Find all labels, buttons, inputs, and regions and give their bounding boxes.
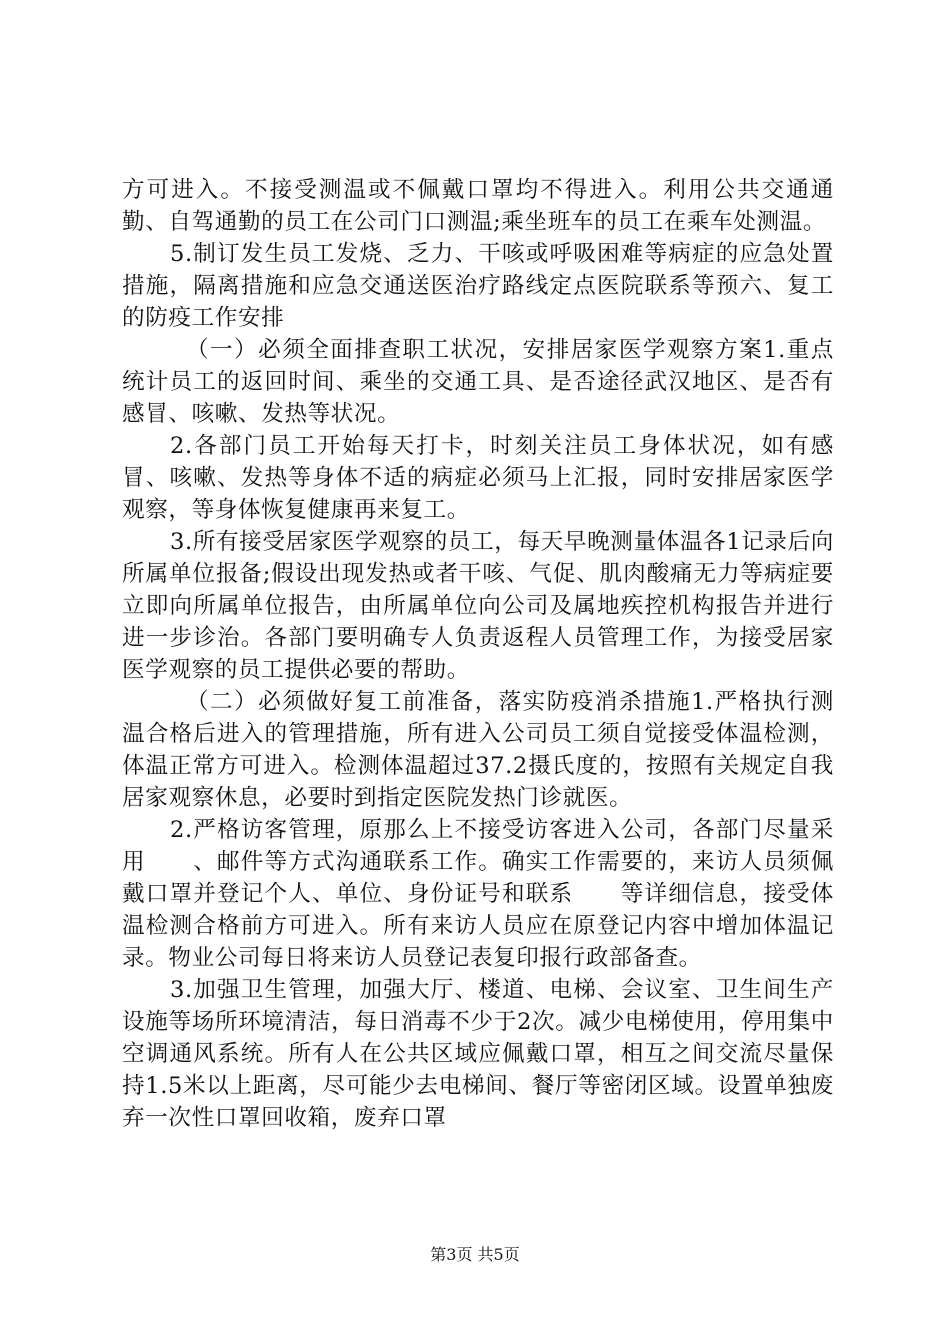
paragraph-daily-checkin: 2.各部门员工开始每天打卡，时刻关注员工身体状况，如有感冒、咳嗽、发热等身体不适的病症必须马上汇报，同时安排居家医学观察，等身体恢复健康再来复工。: [122, 433, 834, 523]
page-number-footer: 第3页 共5页: [430, 1245, 520, 1264]
paragraph-home-observation: 3.所有接受居家医学观察的员工，每天早晚测量体温各1记录后向所属单位报备;假设出现发热或者干咳、气促、肌肉酸痛无力等病症要立即向所属单位报告，由所属单位向公司及属地疾控机构报告并进行进一步诊治。各部门要明确专人负责返程人员管理工作，为接受居家医学观察的员工提供必要的帮助。: [122, 529, 834, 683]
paragraph-visitor-management: 2.严格访客管理，原那么上不接受访客进入公司，各部门尽量采用 、邮件等方式沟通联系工作。确实工作需要的，来访人员须佩戴口罩并登记个人、单位、身份证号和联系 等详细信息，接受体温检测合格前方可进入。所有来访人员应在原登记内容中增加体温记录。物业公司每日将来访人员登记表复印报行政部备查。: [122, 817, 834, 971]
paragraph-continuation: 方可进入。不接受测温或不佩戴口罩均不得进入。利用公共交通通勤、自驾通勤的员工在公司门口测温;乘坐班车的员工在乘车处测温。: [122, 177, 834, 235]
paragraph-section-one: （一）必须全面排查职工状况，安排居家医学观察方案1.重点统计员工的返回时间、乘坐的交通工具、是否途径武汉地区、是否有感冒、咳嗽、发热等状况。: [122, 337, 834, 427]
paragraph-emergency-measures: 5.制订发生员工发烧、乏力、干咳或呼吸困难等病症的应急处置措施，隔离措施和应急交通送医治疗路线定点医院联系等预六、复工的防疫工作安排: [122, 241, 834, 331]
paragraph-section-two: （二）必须做好复工前准备，落实防疫消杀措施1.严格执行测温合格后进入的管理措施，所有进入公司员工须自觉接受体温检测，体温正常方可进入。检测体温超过37.2摄氏度的，按照有关规定自我居家观察休息，必要时到指定医院发热门诊就医。: [122, 689, 834, 811]
paragraph-hygiene-management: 3.加强卫生管理，加强大厅、楼道、电梯、会议室、卫生间生产设施等场所环境清洁，每日消毒不少于2次。减少电梯使用，停用集中空调通风系统。所有人在公共区域应佩戴口罩，相互之间交流尽量保持1.5米以上距离，尽可能少去电梯间、餐厅等密闭区域。设置单独废弃一次性口罩回收箱，废弃口罩: [122, 977, 834, 1131]
document-body: [122, 174, 834, 1134]
